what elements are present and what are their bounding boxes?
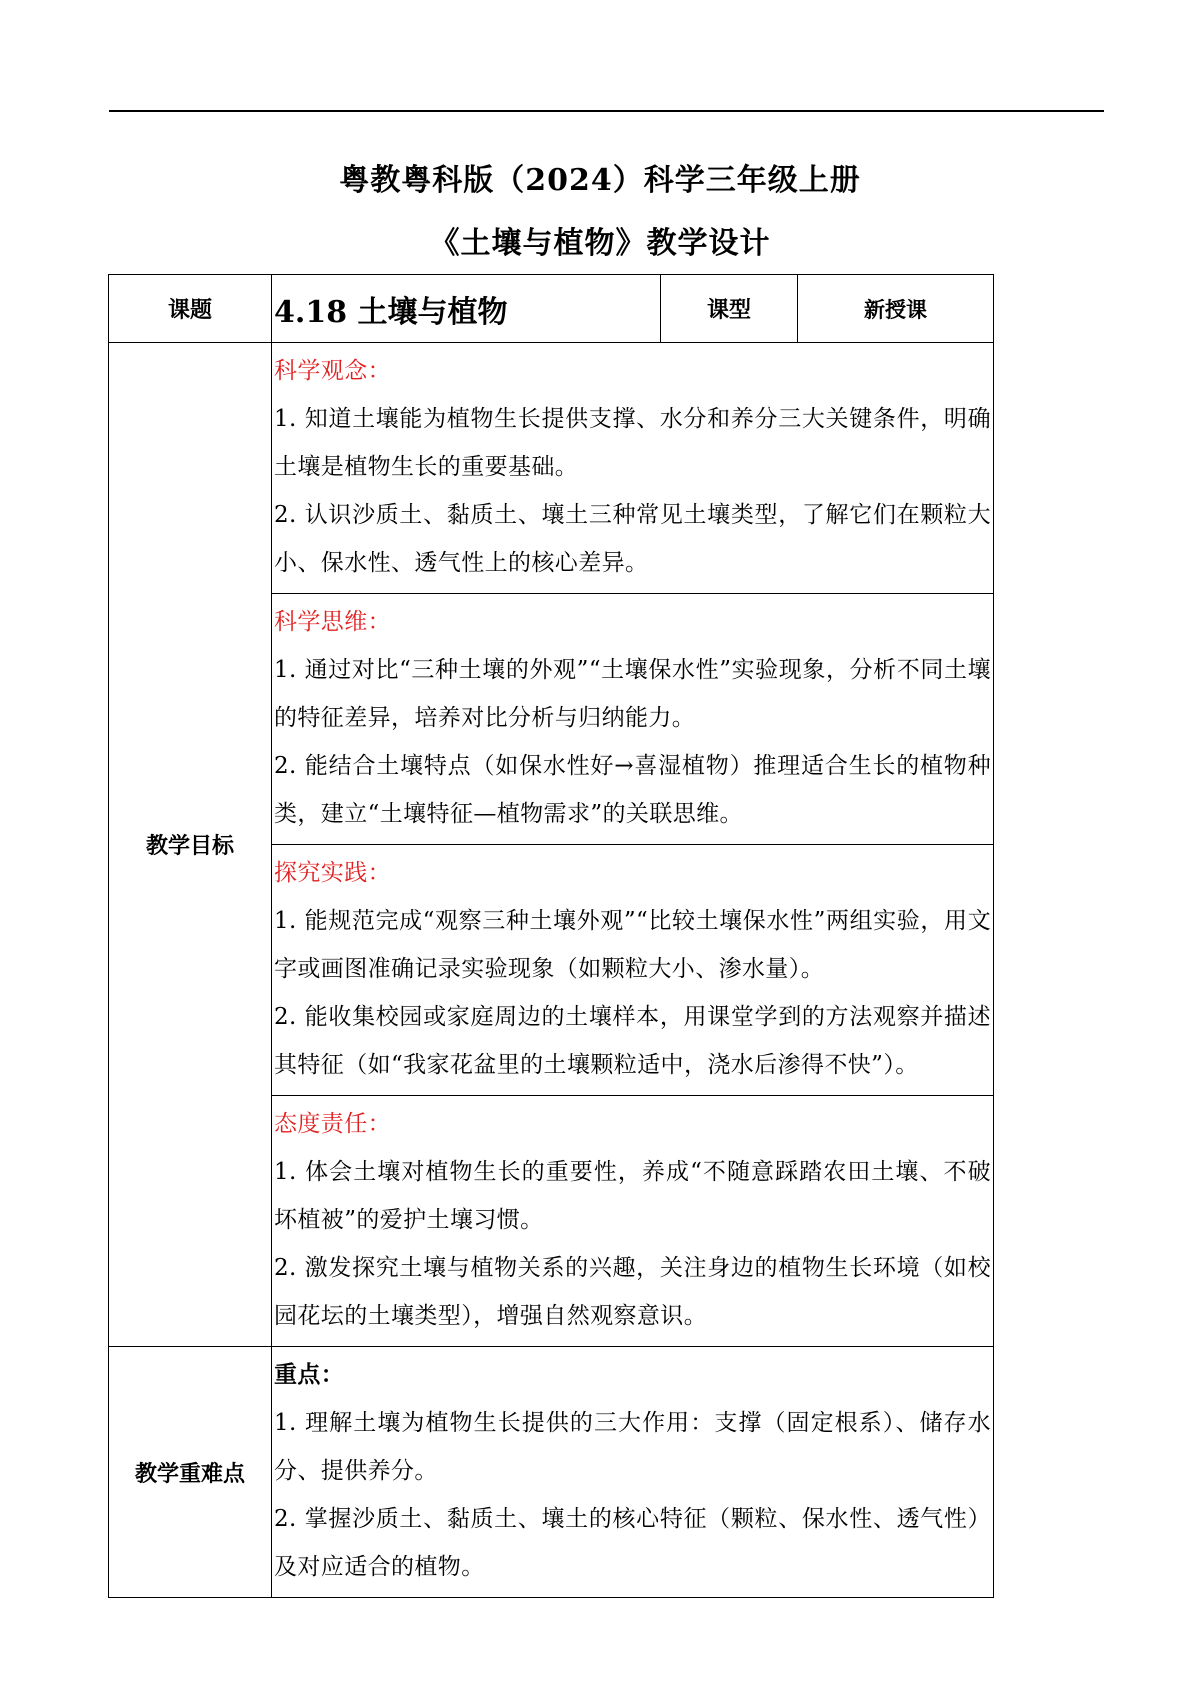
objective-item: 2. 认识沙质土、黏质土、壤土三种常见土壤类型，了解它们在颗粒大小、保水性、透气性上的核心差异。 bbox=[274, 502, 991, 576]
objective-item: 2. 能收集校园或家庭周边的土壤样本，用课堂学到的方法观察并描述其特征（如“我家花盆里的土壤颗粒适中，浇水后渗得不快”）。 bbox=[274, 1004, 991, 1078]
objective-item: 2. 能结合土壤特点（如保水性好→喜湿植物）推理适合生长的植物种类，建立“土壤特征—植物需求”的关联思维。 bbox=[274, 753, 991, 827]
section-heading: 态度责任： bbox=[274, 1111, 391, 1137]
objective-item: 1. 通过对比“三种土壤的外观”“土壤保水性”实验现象，分析不同土壤的特征差异，培养对比分析与归纳能力。 bbox=[274, 657, 991, 731]
section-heading: 科学思维： bbox=[274, 609, 391, 635]
lesson-type-label: 课型 bbox=[661, 275, 798, 343]
objectives-label: 教学目标 bbox=[109, 343, 272, 1347]
keypoint-item: 2. 掌握沙质土、黏质土、壤土的核心特征（颗粒、保水性、透气性）及对应适合的植物。 bbox=[274, 1506, 991, 1580]
section-heading: 探究实践： bbox=[274, 860, 391, 886]
topic-label: 课题 bbox=[109, 275, 272, 343]
keypoints-heading: 重点： bbox=[274, 1361, 345, 1388]
objective-item: 1. 能规范完成“观察三种土壤外观”“比较土壤保水性”两组实验，用文字或画图准确记录实验现象（如颗粒大小、渗水量）。 bbox=[274, 908, 991, 982]
document-title: 粤教粤科版（2024）科学三年级上册 bbox=[339, 163, 861, 198]
header-rule bbox=[109, 110, 1104, 112]
lesson-type-value: 新授课 bbox=[798, 275, 994, 343]
keypoints-row bbox=[109, 1347, 994, 1598]
objective-item: 1. 体会土壤对植物生长的重要性，养成“不随意踩踏农田土壤、不破坏植被”的爱护土壤习惯。 bbox=[274, 1159, 991, 1233]
objective-section-attitude-responsibility bbox=[272, 1096, 994, 1347]
objective-item: 1. 知道土壤能为植物生长提供支撑、水分和养分三大关键条件，明确土壤是植物生长的重要基础。 bbox=[274, 406, 991, 480]
keypoint-item: 1. 理解土壤为植物生长提供的三大作用：支撑（固定根系）、储存水分、提供养分。 bbox=[274, 1410, 991, 1484]
objective-item: 2. 激发探究土壤与植物关系的兴趣，关注身边的植物生长环境（如校园花坛的土壤类型），增强自然观察意识。 bbox=[274, 1255, 991, 1329]
objective-section-scientific-concept bbox=[272, 343, 994, 594]
objective-section-scientific-thinking bbox=[272, 594, 994, 845]
section-heading: 科学观念： bbox=[274, 358, 391, 384]
topic-value: 4.18 土壤与植物 bbox=[272, 275, 661, 343]
table-header-row bbox=[109, 275, 994, 343]
objective-section-inquiry-practice bbox=[272, 845, 994, 1096]
objective-row bbox=[109, 343, 994, 594]
keypoints-content bbox=[272, 1347, 994, 1598]
document-subtitle: 《土壤与植物》教学设计 bbox=[429, 226, 771, 261]
keypoints-label: 教学重难点 bbox=[109, 1347, 272, 1598]
lesson-plan-table bbox=[108, 274, 994, 1598]
